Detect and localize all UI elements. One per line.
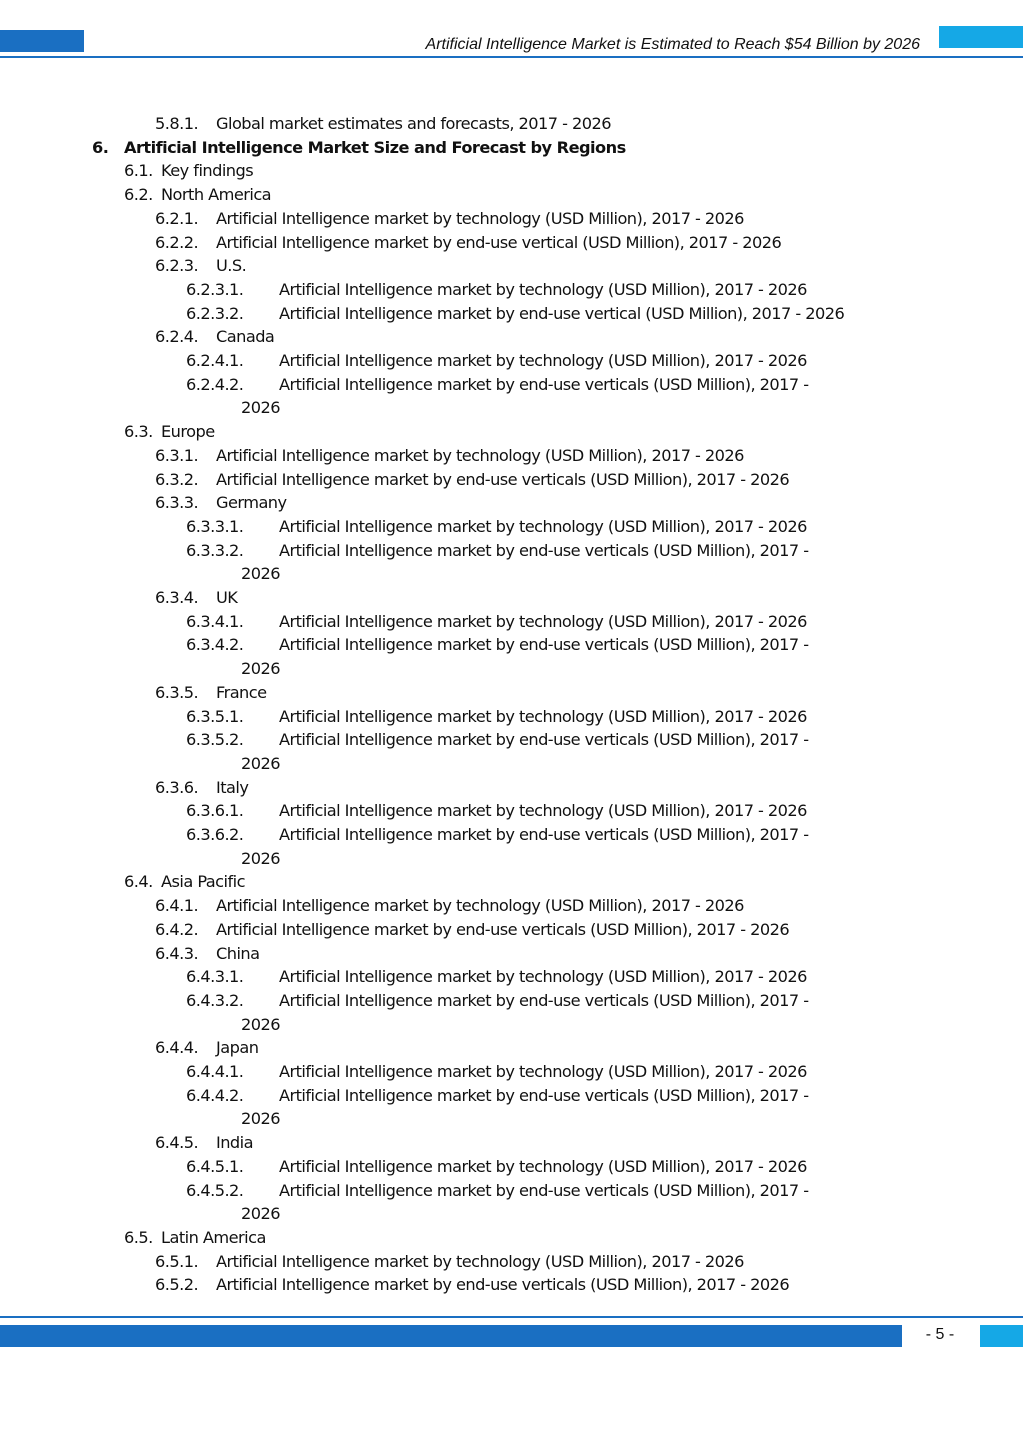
toc-entry-title: India xyxy=(216,1133,253,1153)
toc-entry-title: Artificial Intelligence market by technology (USD Million), 2017 - 2026 xyxy=(279,706,807,726)
toc-entry-title: Artificial Intelligence market by technology (USD Million), 2017 - 2026 xyxy=(216,208,744,228)
toc-entry-title: Asia Pacific xyxy=(161,872,245,892)
toc-entry-title: Artificial Intelligence market by end-use verticals (USD Million), 2017 - xyxy=(279,540,809,560)
toc-entry-number: 6.3.1. xyxy=(155,445,199,465)
toc-entry-number: 6.4.4. xyxy=(155,1038,199,1058)
toc-entry-title: North America xyxy=(161,185,272,205)
toc-entry-number: 6.3.5. xyxy=(155,682,199,702)
toc-entry-title: Latin America xyxy=(161,1227,266,1247)
toc-entry-title: UK xyxy=(216,588,238,607)
toc-entry-number: 6.5. xyxy=(124,1227,153,1247)
toc-entry-number: 6.2. xyxy=(124,185,153,205)
toc-entry-title: Artificial Intelligence market by end-use vertical (USD Million), 2017 - 2026 xyxy=(279,303,845,323)
toc-entry-title: Artificial Intelligence market by end-use vertical (USD Million), 2017 - 2026 xyxy=(216,232,782,252)
toc-entry-title: Artificial Intelligence market by end-use verticals (USD Million), 2017 - xyxy=(279,635,809,655)
toc-entry-title: 2026 xyxy=(241,753,280,773)
toc-entry-title: China xyxy=(216,943,260,963)
toc-entry-title: Japan xyxy=(216,1038,259,1058)
footer-decor-right-block xyxy=(980,1325,1023,1347)
toc-entry-number: 6.3.3.1. xyxy=(186,516,244,536)
toc-entry-title: Artificial Intelligence market by technology (USD Million), 2017 - 2026 xyxy=(279,351,807,370)
toc-entry-number: 6. xyxy=(92,137,109,157)
toc-entry-title: Artificial Intelligence market by end-use verticals (USD Million), 2017 - 2026 xyxy=(216,1275,790,1295)
toc-entry-title: 2026 xyxy=(241,1109,280,1129)
toc-entry-number: 6.5.1. xyxy=(155,1251,199,1271)
header-title: Artificial Intelligence Market is Estimated to Reach $54 Billion by 2026 xyxy=(425,36,920,53)
toc-entry-number: 6.3.6. xyxy=(155,777,199,797)
toc-entry-number: 6.2.2. xyxy=(155,232,199,252)
toc-entry-title: Artificial Intelligence market by technology (USD Million), 2017 - 2026 xyxy=(279,1156,807,1176)
toc-entry-number: 6.3.5.1. xyxy=(186,706,244,726)
toc-entry-number: 6.3.6.2. xyxy=(186,825,244,844)
toc-entry-number: 6.4.5.1. xyxy=(186,1156,244,1176)
toc-entry-title: Artificial Intelligence market by technology (USD Million), 2017 - 2026 xyxy=(216,445,744,465)
toc-entry-title: Artificial Intelligence market by end-use verticals (USD Million), 2017 - xyxy=(279,1085,809,1105)
toc-entry-title: U.S. xyxy=(216,256,247,276)
toc-entry-number: 6.4. xyxy=(124,872,153,892)
toc-entry-title: Canada xyxy=(216,327,275,347)
toc-entry-title: Artificial Intelligence market by end-use verticals (USD Million), 2017 - xyxy=(279,730,809,750)
footer-rule xyxy=(0,1316,1023,1318)
toc-entry-number: 6.2.3. xyxy=(155,256,199,276)
toc-entry-number: 6.2.4.2. xyxy=(186,374,244,394)
page-number: - 5 - xyxy=(925,1326,955,1343)
toc-entry-title: Global market estimates and forecasts, 2017 - 2026 xyxy=(216,114,611,133)
toc-entry-number: 6.4.5.2. xyxy=(186,1180,244,1200)
toc-entry-number: 6.3. xyxy=(124,422,153,442)
toc-entry-title: Artificial Intelligence market by technology (USD Million), 2017 - 2026 xyxy=(279,801,807,821)
toc-entry-title: Artificial Intelligence market by end-use verticals (USD Million), 2017 - xyxy=(279,990,809,1010)
header-rule xyxy=(0,56,1023,58)
toc-entry-number: 6.3.3. xyxy=(155,493,199,513)
toc-entry-title: Artificial Intelligence market by end-use verticals (USD Million), 2017 - xyxy=(279,374,809,394)
toc-entry-number: 6.1. xyxy=(124,161,153,181)
toc-entry-number: 6.2.3.2. xyxy=(186,303,244,323)
toc-entry-title: 2026 xyxy=(241,1204,280,1224)
toc-entry-title: Europe xyxy=(161,422,215,442)
toc-entry-title: Germany xyxy=(216,493,287,513)
toc-entry-number: 6.3.2. xyxy=(155,469,199,489)
toc-entry-number: 6.4.3.2. xyxy=(186,990,244,1010)
toc-entry-title: Artificial Intelligence market by end-use verticals (USD Million), 2017 - 2026 xyxy=(216,469,790,489)
toc-entry-title: Artificial Intelligence market by end-use verticals (USD Million), 2017 - xyxy=(279,825,809,844)
toc-entry-number: 6.4.4.2. xyxy=(186,1085,244,1105)
toc-entry-title: Artificial Intelligence market by technology (USD Million), 2017 - 2026 xyxy=(279,967,807,987)
toc-entry-title: Artificial Intelligence market by end-use verticals (USD Million), 2017 - xyxy=(279,1180,809,1200)
toc-entry-title: Italy xyxy=(216,777,249,797)
toc-entry-title: Artificial Intelligence market by technology (USD Million), 2017 - 2026 xyxy=(216,896,744,916)
toc-entry-title: 2026 xyxy=(241,1014,280,1034)
toc-entry-title: Artificial Intelligence market by technology (USD Million), 2017 - 2026 xyxy=(279,611,807,631)
toc-entry-number: 6.2.4. xyxy=(155,327,199,347)
toc-entry-number: 6.2.4.1. xyxy=(186,351,244,370)
toc-entry-number: 6.3.6.1. xyxy=(186,801,244,821)
header-decor-right-block xyxy=(939,26,1023,48)
toc-entry-number: 6.2.3.1. xyxy=(186,279,244,299)
toc-entry-title: Artificial Intelligence market by technology (USD Million), 2017 - 2026 xyxy=(279,516,807,536)
toc-entry-number: 6.2.1. xyxy=(155,208,199,228)
toc-entry-number: 6.3.4.1. xyxy=(186,611,244,631)
toc-entry-number: 6.3.4.2. xyxy=(186,635,244,655)
toc-entry-number: 6.4.3.1. xyxy=(186,967,244,987)
toc-entry-title: 2026 xyxy=(241,848,280,868)
toc-entry-number: 6.3.4. xyxy=(155,588,199,607)
toc-entry-number: 6.4.3. xyxy=(155,943,199,963)
toc-entry-title: Artificial Intelligence market by technology (USD Million), 2017 - 2026 xyxy=(279,1062,807,1081)
toc-entry-title: 2026 xyxy=(241,564,280,584)
toc-entry-title: Artificial Intelligence Market Size and Forecast by Regions xyxy=(124,137,626,157)
toc-entry-number: 6.3.5.2. xyxy=(186,730,244,750)
toc-entry-title: Artificial Intelligence market by technology (USD Million), 2017 - 2026 xyxy=(279,279,807,299)
toc-entry-number: 6.3.3.2. xyxy=(186,540,244,560)
toc-entry-number: 6.5.2. xyxy=(155,1275,199,1295)
toc-entry-title: 2026 xyxy=(241,659,280,679)
toc-entry-number: 6.4.1. xyxy=(155,896,199,916)
toc-entry-title: Artificial Intelligence market by end-use verticals (USD Million), 2017 - 2026 xyxy=(216,919,790,939)
toc-entry-number: 6.4.5. xyxy=(155,1133,199,1153)
toc-entry-number: 6.4.4.1. xyxy=(186,1062,244,1081)
toc-entry-title: Key findings xyxy=(161,161,254,181)
toc-entry-title: France xyxy=(216,682,267,702)
toc-entry-number: 5.8.1. xyxy=(155,114,199,133)
toc-entry-title: 2026 xyxy=(241,398,280,418)
toc-entry-title: Artificial Intelligence market by technology (USD Million), 2017 - 2026 xyxy=(216,1251,744,1271)
header-decor-left-block xyxy=(0,30,84,52)
toc-entry-number: 6.4.2. xyxy=(155,919,199,939)
footer-decor-bar xyxy=(0,1325,902,1347)
